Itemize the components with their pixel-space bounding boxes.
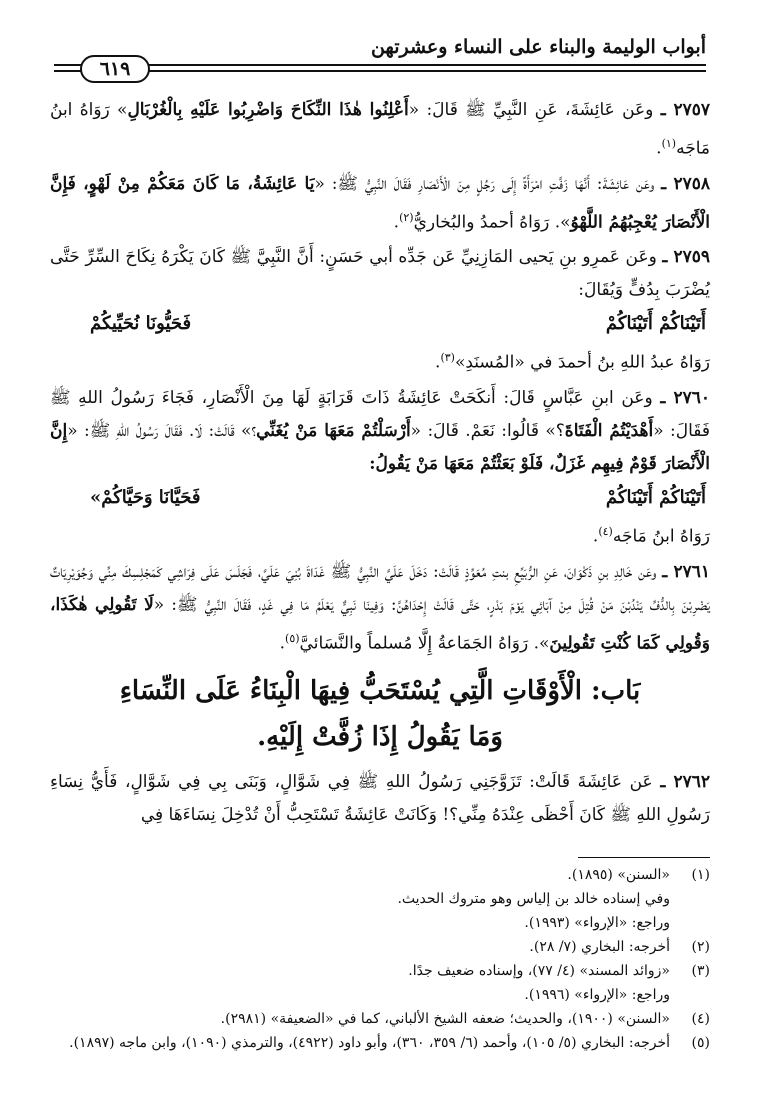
- verse-hemistich-first: أَتَيْنَاكُمْ أَتَيْنَاكُمْ: [605, 313, 706, 335]
- chapter-title-line: وَمَا يَقُولُ إِذَا زُفَّتْ إِلَيْهِ.: [257, 722, 503, 753]
- chapter-heading: [50, 668, 710, 760]
- hadith-attribution-line: رَوَاهُ ابنُ مَاجَه$^{(٤)}$.: [592, 524, 710, 547]
- prophetic-saying: أَهْدَيْتُمُ الْفَتَاةَ: [564, 420, 654, 441]
- hadith-number: ٢٧٥٧ ـ: [660, 100, 711, 120]
- hadith-attribution: رَوَاهُ ابنُ مَاجَه: [612, 526, 710, 547]
- header-rule: [54, 64, 706, 66]
- footnote-ref: (١): [661, 137, 677, 150]
- footnote-ref: (٣): [440, 351, 455, 365]
- footnote-ref: (٥): [285, 631, 300, 645]
- prophetic-saying: أَعْلِنُوا هٰذَا النِّكَاحَ وَاضْرِبُوا عَلَيْهِ بِالْغُرْبَالِ: [127, 100, 409, 120]
- hadith-number: ٢٧٥٩ ـ: [662, 247, 710, 268]
- running-header-title: أبواب الوليمة والبناء على النساء وعشرتهن: [370, 36, 706, 58]
- hadith-number: ٢٧٦٢ ـ: [660, 772, 711, 793]
- hadith-text: عَن عَائِشَةَ قَالَتْ: تَزَوَّجَنِي رَسُولُ اللهِ ﷺ فِي شَوَّالٍ، وَبَنَى بِي فِي شَوَّالٍ، فَأَيُّ نِسَاءِ رَسُولِ اللهِ ﷺ كَانَ أَحْظَى عِنْدَهُ مِنِّي؟! وَكَانَتْ عَائِشَةُ تَسْتَحِبُّ أَنْ تُدْخِلَ نِسَاءَهَا فِي: [50, 772, 710, 826]
- hadith-attribution: رَوَاهُ عبدُ اللهِ بنُ أحمدَ في «المُسنَدِ»: [454, 352, 710, 373]
- footnote-ref: (٢): [399, 210, 414, 224]
- footnote-text: وراجع: «الإرواء» (١٩٩٦).: [524, 987, 670, 1003]
- main-text: [50, 94, 710, 832]
- footnote-ref: (٤): [598, 524, 613, 538]
- footnote-text: «زوائد المسند» (٤/ ٧٧)، وإسناده ضعيف جدًا.: [408, 963, 670, 979]
- prophetic-saying: أَرْسَلْتُمْ مَعَهَا مَنْ يُغَنِّي: [256, 420, 411, 441]
- footnote: [50, 1031, 710, 1055]
- prophetic-saying: يَا عَائِشَةُ، مَا كَانَ مَعَكُمْ مِنْ لَهْوٍ، فَإِنَّ الْأَنْصَارَ يُعْجِبُهُمُ اللَّهْوُ: [50, 173, 710, 233]
- prophetic-saying: لَا تَقُولِي هٰكَذَا، وَقُولِي كَمَا كُنْتِ تَقُولِينَ: [50, 594, 710, 654]
- verse-hemistich-second: فَحَيَّانَا وَحَيَّاكُمْ»: [90, 486, 201, 508]
- chapter-title-line: بَاب: الْأَوْقَاتِ الَّتِي يُسْتَحَبُّ فِيهَا الْبِنَاءُ عَلَى النِّسَاءِ: [119, 676, 641, 707]
- verse-hemistich-second: فَحَيُّونَا نُحَيِّيكُمْ: [90, 313, 192, 335]
- hadith-2762: [50, 766, 710, 832]
- footnote-text: «السنن» (١٨٩٥).: [567, 867, 670, 883]
- footnote-text: «السنن» (١٩٠٠)، والحديث؛ ضعفه الشيخ الألباني، كما في «الضعيفة» (٢٩٨١).: [220, 1011, 670, 1027]
- hadith-number: ٢٧٦٠ ـ: [660, 387, 711, 408]
- footnote-text: وراجع: «الإرواء» (١٩٩٣).: [524, 915, 670, 931]
- footnote-number: (٤): [691, 1011, 710, 1027]
- hadith-text: ؟» قَالُوا: نَعَمْ. قَالَ: «: [410, 420, 565, 441]
- hadith-2760: [50, 382, 710, 481]
- footnote-number: (٥): [691, 1035, 710, 1051]
- hadith-number: ٢٧٥٨ ـ: [661, 173, 711, 194]
- footnote-number: (١): [691, 867, 710, 883]
- hadith-2761: ٢٧٦١ ـ وعَن خَالِدِ بنِ ذَكْوَانَ، عَنِ الرُّبَيِّعِ بنتِ مُعَوِّذٍ قَالَتْ: دَخَلَ عَلَيَّ النَّبِيُّ ﷺ غَدَاةَ بُنِيَ عَلَيَّ، فَجَلَسَ عَلَى فِرَاشِي كَمَجْلِسِكَ مِنِّي وَجُوَيْرِيَاتٌ يَضْرِبْنَ بِالدُّفِّ يَنْدُبْنَ مَنْ قُتِلَ مِنْ آبَائِي يَوْمَ بَدْرٍ، حَتَّى قَالَتْ إِحْدَاهُنَّ: وَفِينَا نَبِيٌّ يَعْلَمُ مَا فِي غَدٍ، فَقَالَ النَّبِيُّ ﷺ: «لَا تَقُولِي هٰكَذَا، وَقُولِي كَمَا كُنْتِ تَقُولِينَ». رَوَاهُ الجَمَاعةُ إِلَّا مُسلماً والنَّسَائيَّ$^{(٥)}$.: [50, 561, 710, 654]
- hadith-text: ؟» قَالَتْ: لَا. فَقَالَ رَسُولُ اللهِ ﷺ: «: [67, 420, 257, 441]
- poetry-verse: [50, 307, 710, 341]
- footnote-text: أخرجه: البخاري (٧/ ٢٨).: [529, 939, 670, 955]
- hadith-number: ٢٧٦١ ـ: [662, 561, 710, 582]
- footnote: [50, 935, 710, 959]
- poetry-verse: [50, 481, 710, 515]
- footnote-number: (٣): [691, 963, 710, 979]
- prophetic-saying: إِنَّ الْأَنْصَارَ قَوْمٌ فِيهِم غَزَلٌ، فَلَوْ بَعَثْتُمْ مَعَهَا مَنْ يَقُولُ:: [50, 420, 710, 474]
- hadith-2759: [50, 241, 710, 307]
- hadith-2758: ٢٧٥٨ ـ وعَن عَائِشَةَ: أَنَّهَا زَفَّتِ امْرَأَةً إِلَى رَجُلٍ مِنَ الْأَنْصَارِ فَقَالَ النَّبِيُّ ﷺ: «يَا عَائِشَةُ، مَا كَانَ مَعَكُمْ مِنْ لَهْوٍ، فَإِنَّ الْأَنْصَارَ يُعْجِبُهُمُ اللَّهْوُ». رَوَاهُ أحمدُ والبُخاريُّ$^{(٢)}$.: [50, 173, 711, 233]
- footnote-text: وفي إسناده خالد بن إلياس وهو متروك الحديث.: [397, 891, 670, 907]
- hadith-attribution: ». رَوَاهُ أحمدُ والبُخاريُّ: [413, 212, 571, 233]
- header-rule: [54, 70, 706, 72]
- hadith-text: وعَن ابنِ عَبَّاسٍ قَالَ: أَنكَحَتْ عَائِشَةُ ذَاتَ قَرَابَةٍ لَهَا مِنَ الْأَنْصَارِ، فَجَاءَ رَسُولُ اللهِ ﷺ فَقَالَ: «: [50, 387, 710, 441]
- hadith-text: وعَن عَائِشَةَ: أَنَّهَا زَفَّتِ امْرَأَةً إِلَى رَجُلٍ مِنَ الْأَنْصَارِ فَقَالَ النَّبِيُّ ﷺ: «: [314, 173, 655, 194]
- hadith-2757: ٢٧٥٧ ـ وعَن عَائِشَةَ، عَنِ النَّبِيِّ ﷺ قَالَ: «أَعْلِنُوا هٰذَا النِّكَاحَ وَاضْرِبُوا عَلَيْهِ بِالْغُرْبَالِ» رَوَاهُ ابنُ مَاجَه$^{(١)}$.: [50, 100, 711, 159]
- footnotes: [50, 863, 710, 1055]
- footnote-text: أخرجه: البخاري (٥/ ١٠٥)، وأحمد (٦/ ٣٥٩، ٣٦٠)، وأبو داود (٤٩٢٢)، والترمذي (١٠٩٠)، وابن ماجه (١٨٩٧).: [69, 1035, 670, 1051]
- page-number: ٦١٩: [80, 55, 150, 83]
- hadith-text: وعَن عَمرِو بنِ يَحيى المَازِنِيِّ عَن جَدِّه أبي حَسَنٍ: أَنَّ النَّبِيَّ ﷺ كَانَ يَكْرَهُ نِكَاحَ السِّرِّ حَتَّى يُضْرَبَ بِدُفٍّ وَيُقَالَ:: [50, 247, 710, 301]
- hadith-text: وعَن عَائِشَةَ، عَنِ النَّبِيِّ ﷺ قَالَ: «: [408, 100, 654, 120]
- hadith-attribution: ». رَوَاهُ الجَمَاعةُ إِلَّا مُسلماً والنَّسَائيَّ: [299, 633, 550, 654]
- footnote-separator: [578, 857, 710, 858]
- footnote-number: (٢): [691, 939, 710, 955]
- hadith-text: وعَن خَالِدِ بنِ ذَكْوَانَ، عَنِ الرُّبَيِّعِ بنتِ مُعَوِّذٍ قَالَتْ: دَخَلَ عَلَيَّ النَّبِيُّ ﷺ غَدَاةَ بُنِيَ عَلَيَّ، فَجَلَسَ عَلَى فِرَاشِي كَمَجْلِسِكَ مِنِّي وَجُوَيْرِيَاتٌ يَضْرِبْنَ بِالدُّفِّ يَنْدُبْنَ مَنْ قُتِلَ مِنْ آبَائِي يَوْمَ بَدْرٍ، حَتَّى قَالَتْ إِحْدَاهُنَّ: وَفِينَا نَبِيٌّ يَعْلَمُ مَا فِي غَدٍ، فَقَالَ النَّبِيُّ ﷺ: «: [50, 561, 710, 615]
- hadith-attribution: » رَوَاهُ ابنُ مَاجَه: [50, 100, 710, 159]
- footnote: [50, 959, 710, 1007]
- footnote: [50, 863, 710, 935]
- verse-hemistich-first: أَتَيْنَاكُمْ أَتَيْنَاكُمْ: [605, 486, 706, 508]
- footnote: [50, 1007, 710, 1031]
- hadith-attribution-line: رَوَاهُ عبدُ اللهِ بنُ أحمدَ في «المُسنَدِ»$^{(٣)}$.: [435, 351, 710, 373]
